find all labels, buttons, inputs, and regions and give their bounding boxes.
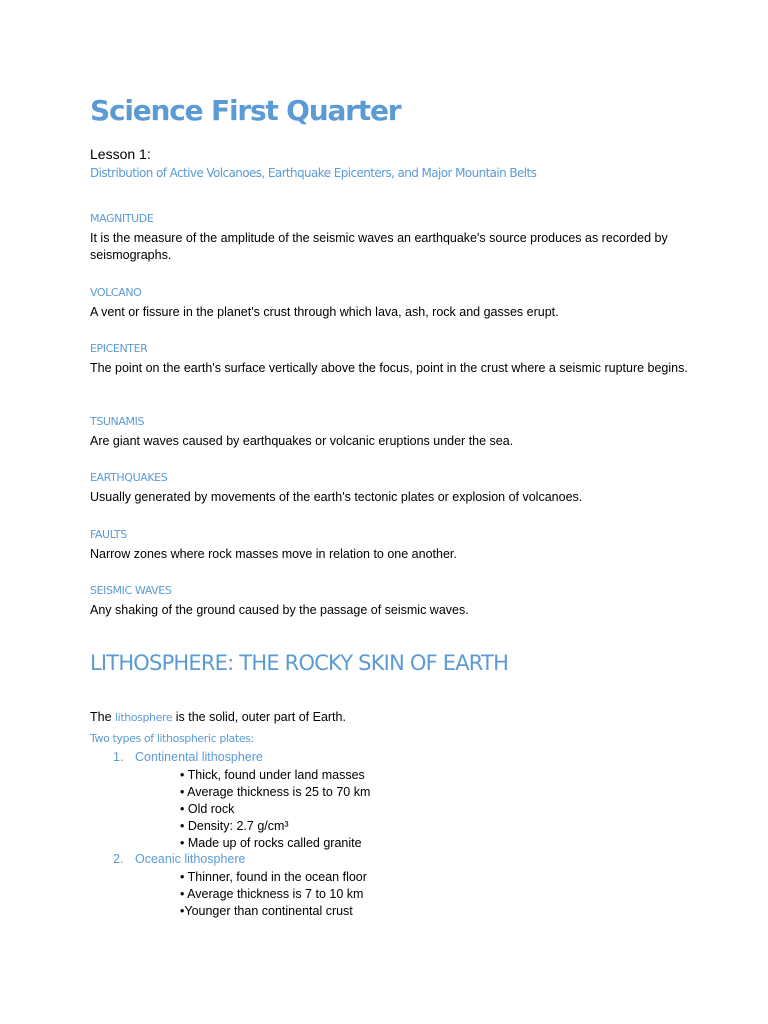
term-definition: Usually generated by movements of the earth's tectonic plates or explosion of volcanoes. <box>90 490 583 504</box>
term-title: FAULTS <box>90 528 127 541</box>
lesson-label: Lesson 1: <box>90 146 151 162</box>
term-title: VOLCANO <box>90 286 142 299</box>
section-heading: LITHOSPHERE: THE ROCKY SKIN OF EARTH <box>90 651 509 675</box>
lithosphere-intro <box>90 710 346 724</box>
plate-item-continental <box>113 750 263 764</box>
term-title: TSUNAMIS <box>90 415 145 428</box>
lesson-subtitle: Distribution of Active Volcanoes, Earthquake Epicenters, and Major Mountain Belts <box>90 166 537 180</box>
term-seismic-waves <box>90 584 690 619</box>
term-earthquakes <box>90 471 690 506</box>
list-item: • Thick, found under land masses <box>180 768 365 782</box>
list-item: • Average thickness is 7 to 10 km <box>180 887 364 901</box>
term-title: MAGNITUDE <box>90 212 154 225</box>
list-number: 1. <box>113 750 124 764</box>
term-definition: Are giant waves caused by earthquakes or volcanic eruptions under the sea. <box>90 434 514 448</box>
term-volcano <box>90 286 690 321</box>
term-title: EARTHQUAKES <box>90 471 168 484</box>
term-title: SEISMIC WAVES <box>90 584 172 597</box>
list-item: • Density: 2.7 g/cm³ <box>180 819 289 833</box>
continental-bullet-list <box>180 767 370 852</box>
term-definition: Any shaking of the ground caused by the passage of seismic waves. <box>90 603 469 617</box>
list-item: • Made up of rocks called granite <box>180 836 362 850</box>
plate-item-oceanic <box>113 852 245 866</box>
term-magnitude <box>90 212 690 264</box>
document-title: Science First Quarter <box>90 94 401 127</box>
term-tsunamis <box>90 415 690 450</box>
term-epicenter <box>90 342 690 377</box>
plate-name: Oceanic lithosphere <box>135 852 246 866</box>
term-definition: Narrow zones where rock masses move in relation to one another. <box>90 547 457 561</box>
list-item: • Thinner, found in the ocean floor <box>180 870 367 884</box>
term-definition: It is the measure of the amplitude of the seismic waves an earthquake's source produces as recorded by seismographs. <box>90 231 668 262</box>
list-item: • Average thickness is 25 to 70 km <box>180 785 371 799</box>
plate-name: Continental lithosphere <box>135 750 263 764</box>
term-definition: A vent or fissure in the planet's crust through which lava, ash, rock and gasses erupt. <box>90 305 559 319</box>
intro-text: is the solid, outer part of Earth. <box>172 710 346 724</box>
term-faults <box>90 528 690 563</box>
intro-text: The <box>90 710 116 724</box>
term-title: EPICENTER <box>90 342 148 355</box>
intro-highlight: lithosphere <box>115 711 173 724</box>
plate-types-heading: Two types of lithospheric plates: <box>90 732 254 745</box>
list-number: 2. <box>113 852 124 866</box>
term-definition: The point on the earth's surface vertically above the focus, point in the crust where a seismic rupture begins. <box>90 361 688 375</box>
list-item: •Younger than continental crust <box>180 904 353 918</box>
list-item: • Old rock <box>180 802 235 816</box>
oceanic-bullet-list <box>180 869 367 920</box>
